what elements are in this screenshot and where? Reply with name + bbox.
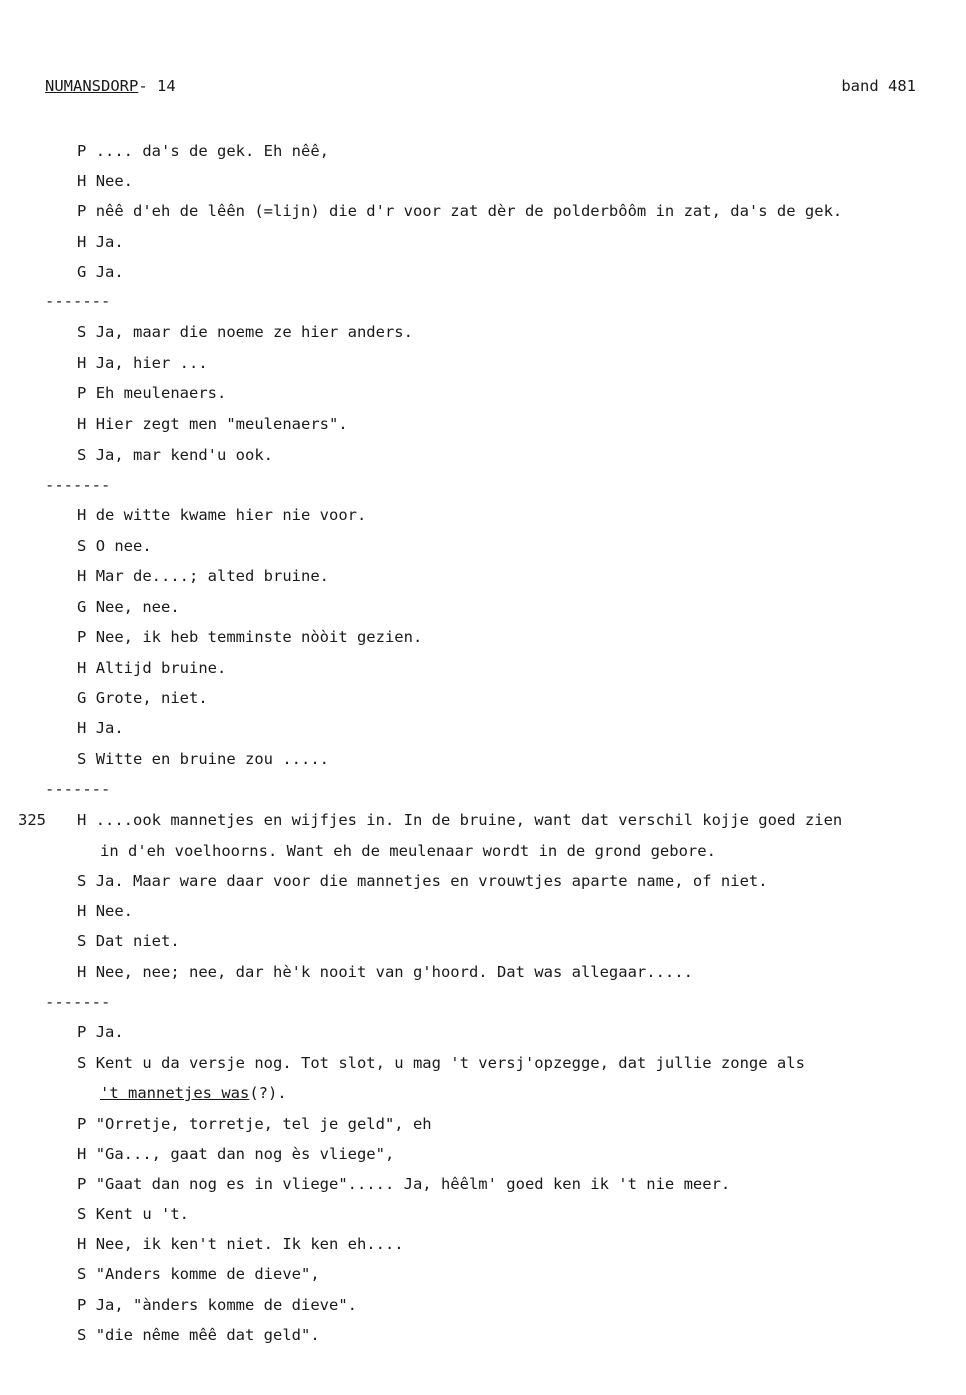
page-header-title bbox=[45, 77, 176, 95]
band-label: band 481 bbox=[841, 77, 916, 95]
dialogue-line: P Ja, "ànders komme de dieve". bbox=[77, 1296, 357, 1314]
dialogue-line: S Ja, maar die noeme ze hier anders. bbox=[77, 323, 413, 341]
underlined-text: 't mannetjes was bbox=[100, 1084, 250, 1102]
dialogue-line: H Nee. bbox=[77, 902, 134, 920]
dialogue-line: H Ja, hier ... bbox=[77, 354, 208, 372]
dialogue-line: H Ja. bbox=[77, 719, 124, 737]
dialogue-line: S Witte en bruine zou ..... bbox=[77, 750, 329, 768]
dialogue-line: H de witte kwame hier nie voor. bbox=[77, 506, 367, 524]
dialogue-line: S "die nême mêê dat geld". bbox=[77, 1326, 320, 1344]
dialogue-line: P Ja. bbox=[77, 1023, 124, 1041]
dialogue-line: S Kent u da versje nog. Tot slot, u mag 't versj'opzegge, dat jullie zonge als bbox=[77, 1054, 805, 1072]
dialogue-line: G Grote, niet. bbox=[77, 689, 208, 707]
dialogue-line: S O nee. bbox=[77, 537, 152, 555]
dialogue-line: P nêê d'eh de lêên (=lijn) die d'r voor zat dèr de polderbôôm in zat, da's de gek. bbox=[77, 202, 843, 220]
dialogue-line: H Mar de....; alted bruine. bbox=[77, 567, 329, 585]
dialogue-line: S Ja. Maar ware daar voor die mannetjes en vrouwtjes aparte name, of niet. bbox=[77, 872, 768, 890]
margin-line-number: 325 bbox=[18, 811, 46, 829]
dialogue-line-continuation: 't mannetjes was(?). bbox=[100, 1084, 287, 1102]
dialogue-line: G Ja. bbox=[77, 263, 124, 281]
section-separator: ------- bbox=[45, 780, 111, 798]
dialogue-line: P "Orretje, torretje, tel je geld", eh bbox=[77, 1115, 432, 1133]
dialogue-line: S "Anders komme de dieve", bbox=[77, 1265, 320, 1283]
dialogue-line: H Ja. bbox=[77, 233, 124, 251]
section-separator: ------- bbox=[45, 292, 111, 310]
dialogue-line: S Ja, mar kend'u ook. bbox=[77, 446, 273, 464]
dialogue-line-continuation: in d'eh voelhoorns. Want eh de meulenaar wordt in de grond gebore. bbox=[100, 842, 716, 860]
dialogue-line: H Hier zegt men "meulenaers". bbox=[77, 415, 348, 433]
dialogue-line: S Dat niet. bbox=[77, 932, 180, 950]
header-place: NUMANSDORP bbox=[45, 77, 139, 95]
dialogue-line: H Nee, nee; nee, dar hè'k nooit van g'hoord. Dat was allegaar..... bbox=[77, 963, 693, 981]
section-separator: ------- bbox=[45, 993, 111, 1011]
dialogue-line: P Nee, ik heb temminste nòòit gezien. bbox=[77, 628, 423, 646]
dialogue-line: P Eh meulenaers. bbox=[77, 384, 227, 402]
dialogue-line: H Nee. bbox=[77, 172, 134, 190]
dialogue-line: P "Gaat dan nog es in vliege"..... Ja, hêêlm' goed ken ik 't nie meer. bbox=[77, 1175, 731, 1193]
section-separator: ------- bbox=[45, 476, 111, 494]
header-page-number: - 14 bbox=[138, 77, 176, 95]
dialogue-line: S Kent u 't. bbox=[77, 1205, 190, 1223]
dialogue-line: H Altijd bruine. bbox=[77, 659, 227, 677]
dialogue-line: H Nee, ik ken't niet. Ik ken eh.... bbox=[77, 1235, 404, 1253]
dialogue-line: H "Ga..., gaat dan nog ès vliege", bbox=[77, 1145, 395, 1163]
dialogue-line: H ....ook mannetjes en wijfjes in. In de bruine, want dat verschil kojje goed zien bbox=[77, 811, 843, 829]
dialogue-line: G Nee, nee. bbox=[77, 598, 180, 616]
dialogue-line: P .... da's de gek. Eh nêê, bbox=[77, 142, 329, 160]
